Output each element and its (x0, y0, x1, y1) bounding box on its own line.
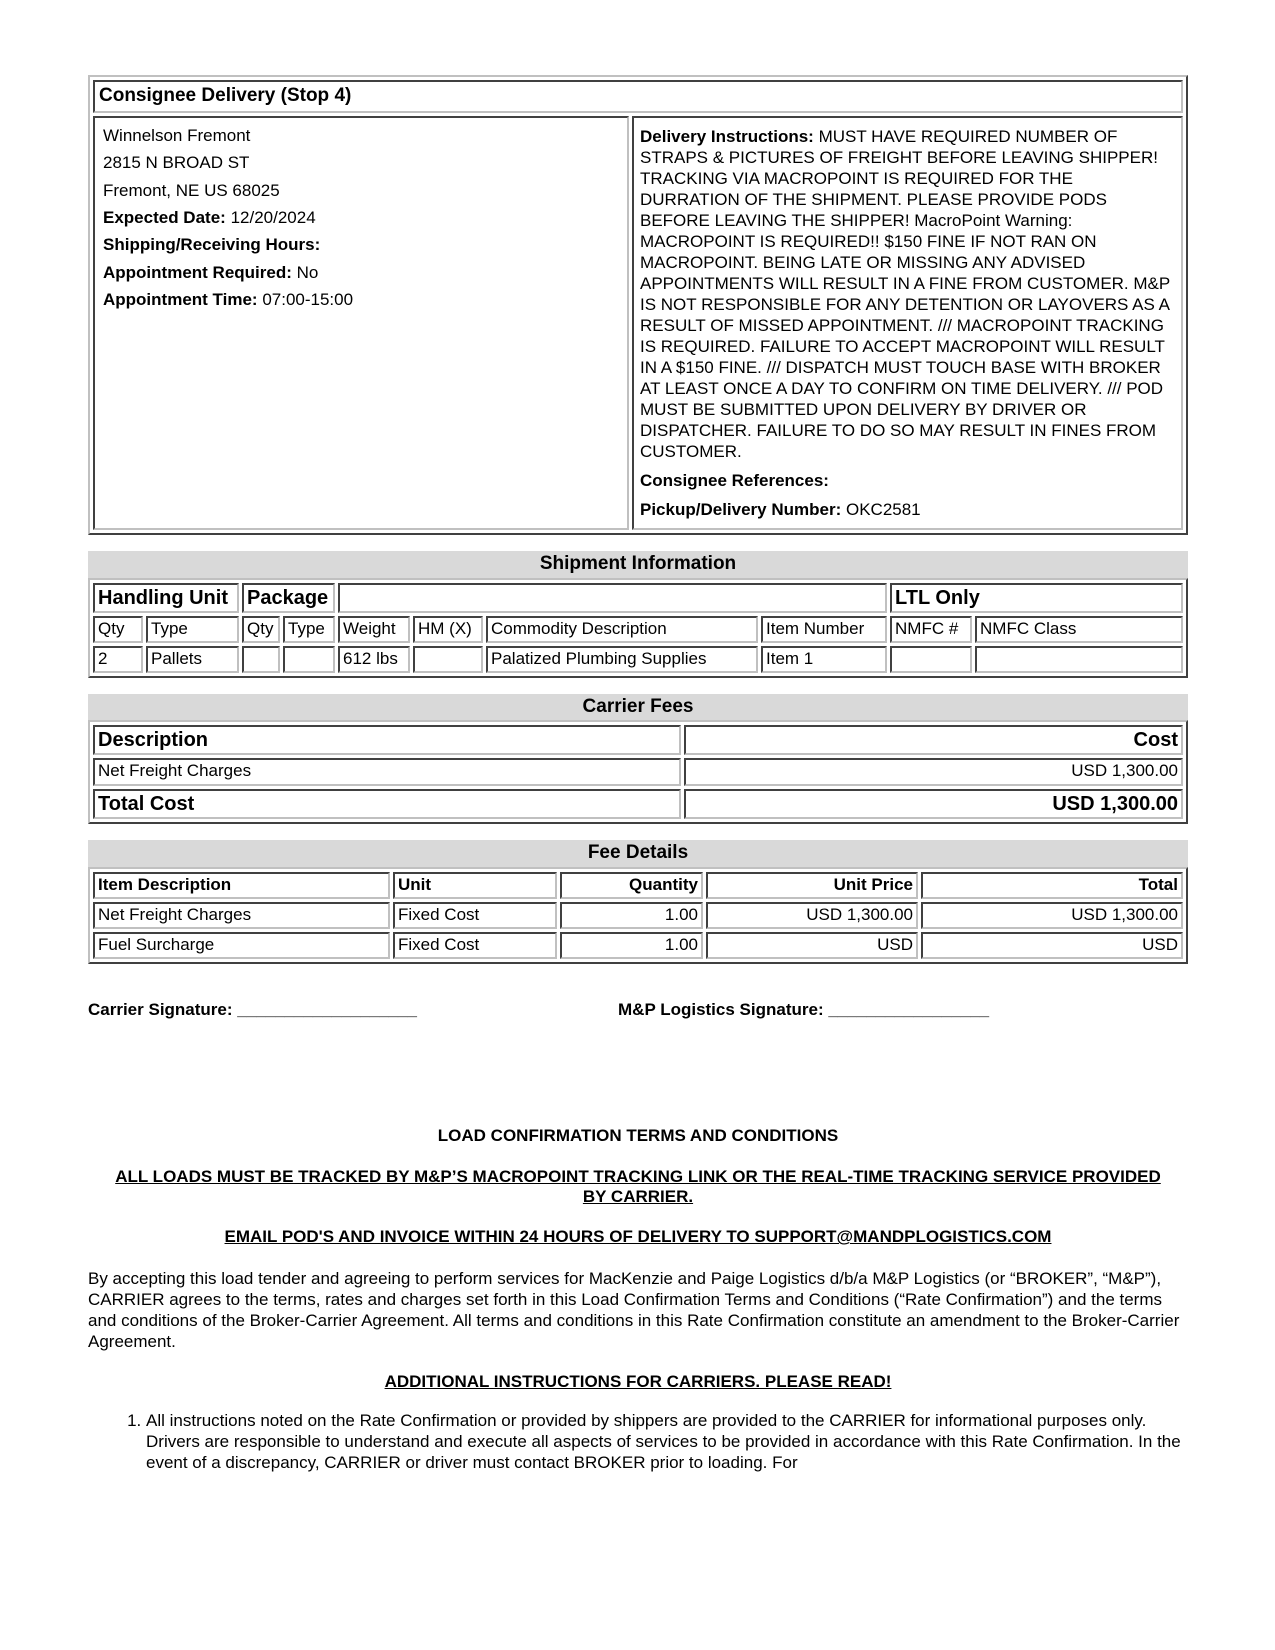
table-cell: 1.00 (560, 902, 703, 929)
description-header: Description (93, 725, 681, 755)
table-cell: 612 lbs (338, 646, 410, 673)
table-cell: Fixed Cost (393, 932, 557, 959)
table-row (93, 932, 1183, 959)
consignee-street: 2815 N BROAD ST (103, 153, 250, 173)
shipment-columns-row (93, 616, 1183, 643)
consignee-address-cell (93, 116, 629, 530)
table-cell: Item 1 (761, 646, 887, 673)
appointment-time-value: 07:00-15:00 (262, 290, 354, 310)
shipment-information-table (88, 578, 1188, 678)
column-header: Unit (393, 872, 557, 899)
appointment-time (103, 290, 619, 310)
appointment-required-label: Appointment Required: (103, 262, 292, 282)
blank-group-header (338, 583, 887, 613)
pickup-number-label: Pickup/Delivery Number: (640, 499, 842, 519)
table-cell: USD (706, 932, 918, 959)
terms-section (88, 1126, 1188, 1473)
table-cell: Net Freight Charges (93, 902, 390, 929)
additional-instructions-heading: ADDITIONAL INSTRUCTIONS FOR CARRIERS. PLEASE READ! (384, 1371, 892, 1391)
delivery-instructions-cell (632, 116, 1183, 530)
column-header: Weight (338, 616, 410, 643)
table-cell (975, 646, 1183, 673)
table-row (93, 758, 1183, 786)
column-header: NMFC Class (975, 616, 1183, 643)
total-cost-value: USD 1,300.00 (684, 789, 1183, 819)
table-cell (242, 646, 280, 673)
pickup-delivery-number (640, 499, 1175, 520)
column-header: Item Description (93, 872, 390, 899)
column-header: Type (283, 616, 335, 643)
shipment-information-header: Shipment Information (88, 551, 1188, 578)
table-cell: Fixed Cost (393, 902, 557, 929)
expected-date-label: Expected Date: (103, 207, 226, 227)
column-header: Commodity Description (486, 616, 758, 643)
column-header: NMFC # (890, 616, 972, 643)
column-header: HM (X) (413, 616, 483, 643)
instructions-list (88, 1410, 1188, 1473)
pickup-number-value: OKC2581 (845, 499, 921, 519)
column-header: Quantity (560, 872, 703, 899)
column-header: Unit Price (706, 872, 918, 899)
tracking-notice: ALL LOADS MUST BE TRACKED BY M&P’S MACROPOINT TRACKING LINK OR THE REAL-TIME TRACKING SERVICE PROVIDED BY CARRIER. (115, 1166, 1161, 1206)
shipping-hours (103, 235, 619, 255)
package-header: Package (242, 583, 335, 613)
carrier-signature-line[interactable]: Carrier Signature: ___________________ (88, 1000, 417, 1020)
table-cell: Fuel Surcharge (93, 932, 390, 959)
table-cell: USD 1,300.00 (921, 902, 1183, 929)
table-row (93, 902, 1183, 929)
fee-description: Net Freight Charges (93, 758, 681, 786)
terms-intro: By accepting this load tender and agreeing to perform services for MacKenzie and Paige Logistics d/b/a M&P Logistics (or “BROKER”, “M&P”), CARRIER agrees to the terms, rates and charges set forth in this Load Confirmation Terms and Conditions (“Rate Confirmation”) and the terms and conditions of the Broker-Carrier Agreement. All terms and conditions in this Rate Confirmation constitute an amendment to the Broker-Carrier Agreement. (88, 1268, 1180, 1351)
table-cell: 1.00 (560, 932, 703, 959)
column-header: Qty (93, 616, 143, 643)
column-header: Type (146, 616, 239, 643)
ltl-only-header: LTL Only (890, 583, 1183, 613)
table-cell: USD 1,300.00 (706, 902, 918, 929)
list-item: 1. All instructions noted on the Rate Confirmation or provided by shippers are provided to the CARRIER for informational purposes only. Drivers are responsible to understand and execute all aspects of services to be provided in accordance with this Rate Confirmation. In the event of a discrepancy, CARRIER or driver must contact BROKER prior to loading. For (146, 1410, 1188, 1473)
appointment-required-value: No (296, 262, 319, 282)
broker-signature-line[interactable]: M&P Logistics Signature: _________________ (618, 1000, 990, 1020)
table-cell: USD (921, 932, 1183, 959)
email-notice: EMAIL POD'S AND INVOICE WITHIN 24 HOURS OF DELIVERY TO SUPPORT@MANDPLOGISTICS.COM (224, 1227, 1052, 1247)
table-cell (413, 646, 483, 673)
terms-heading: LOAD CONFIRMATION TERMS AND CONDITIONS (437, 1126, 839, 1146)
carrier-fees-table (88, 720, 1188, 824)
consignee-title: Consignee Delivery (Stop 4) (93, 80, 1183, 113)
table-cell: Pallets (146, 646, 239, 673)
fee-details-table (88, 867, 1188, 964)
table-row (93, 646, 1183, 673)
delivery-instructions-text: MUST HAVE REQUIRED NUMBER OF STRAPS & PICTURES OF FREIGHT BEFORE LEAVING SHIPPER! TRACKING VIA MACROPOINT IS REQUIRED FOR THE DURRATION OF THE SHIPMENT. PLEASE PROVIDE PODS BEFORE LEAVING THE SHIPPER! MacroPoint Warning: MACROPOINT IS REQUIRED!! $150 FINE IF NOT RAN ON MACROPOINT. BEING LATE OR MISSING ANY ADVISED APPOINTMENTS WILL RESULT IN A FINE FROM CUSTOMER. M&P IS NOT RESPONSIBLE FOR ANY DETENTION OR LAYOVERS AS A RESULT OF MISSED APPOINTMENT. /// MACROPOINT TRACKING IS REQUIRED. FAILURE TO ACCEPT MACROPOINT WILL RESULT IN A $150 FINE. /// DISPATCH MUST TOUCH BASE WITH BROKER AT LEAST ONCE A DAY TO CONFIRM ON TIME DELIVERY. /// POD MUST BE SUBMITTED UPON DELIVERY BY DRIVER OR DISPATCHER. FAILURE TO DO SO MAY RESULT IN FINES FROM CUSTOMER. (640, 126, 1170, 461)
table-cell (283, 646, 335, 673)
appointment-required (103, 263, 619, 283)
signature-section (88, 1000, 1188, 1030)
consignee-references-label: Consignee References: (640, 470, 829, 490)
column-header: Total (921, 872, 1183, 899)
fee-details-header: Fee Details (88, 840, 1188, 867)
column-header: Item Number (761, 616, 887, 643)
delivery-instructions (640, 126, 1175, 462)
table-cell: Palatized Plumbing Supplies (486, 646, 758, 673)
carrier-fees-header: Carrier Fees (88, 694, 1188, 721)
appointment-time-label: Appointment Time: (103, 290, 258, 310)
column-header: Qty (242, 616, 280, 643)
consignee-city: Fremont, NE US 68025 (103, 180, 280, 200)
table-cell (890, 646, 972, 673)
expected-date (103, 208, 619, 228)
delivery-instructions-label: Delivery Instructions: (640, 126, 814, 146)
table-cell: 2 (93, 646, 143, 673)
fee-cost: USD 1,300.00 (684, 758, 1183, 786)
handling-unit-header: Handling Unit (93, 583, 239, 613)
load-confirmation-page (88, 75, 1188, 1473)
consignee-delivery-table (88, 75, 1188, 535)
consignee-name: Winnelson Fremont (103, 125, 251, 145)
shipping-hours-label: Shipping/Receiving Hours: (103, 235, 321, 255)
expected-date-value: 12/20/2024 (230, 207, 316, 227)
cost-header: Cost (684, 725, 1183, 755)
total-cost-label: Total Cost (93, 789, 681, 819)
